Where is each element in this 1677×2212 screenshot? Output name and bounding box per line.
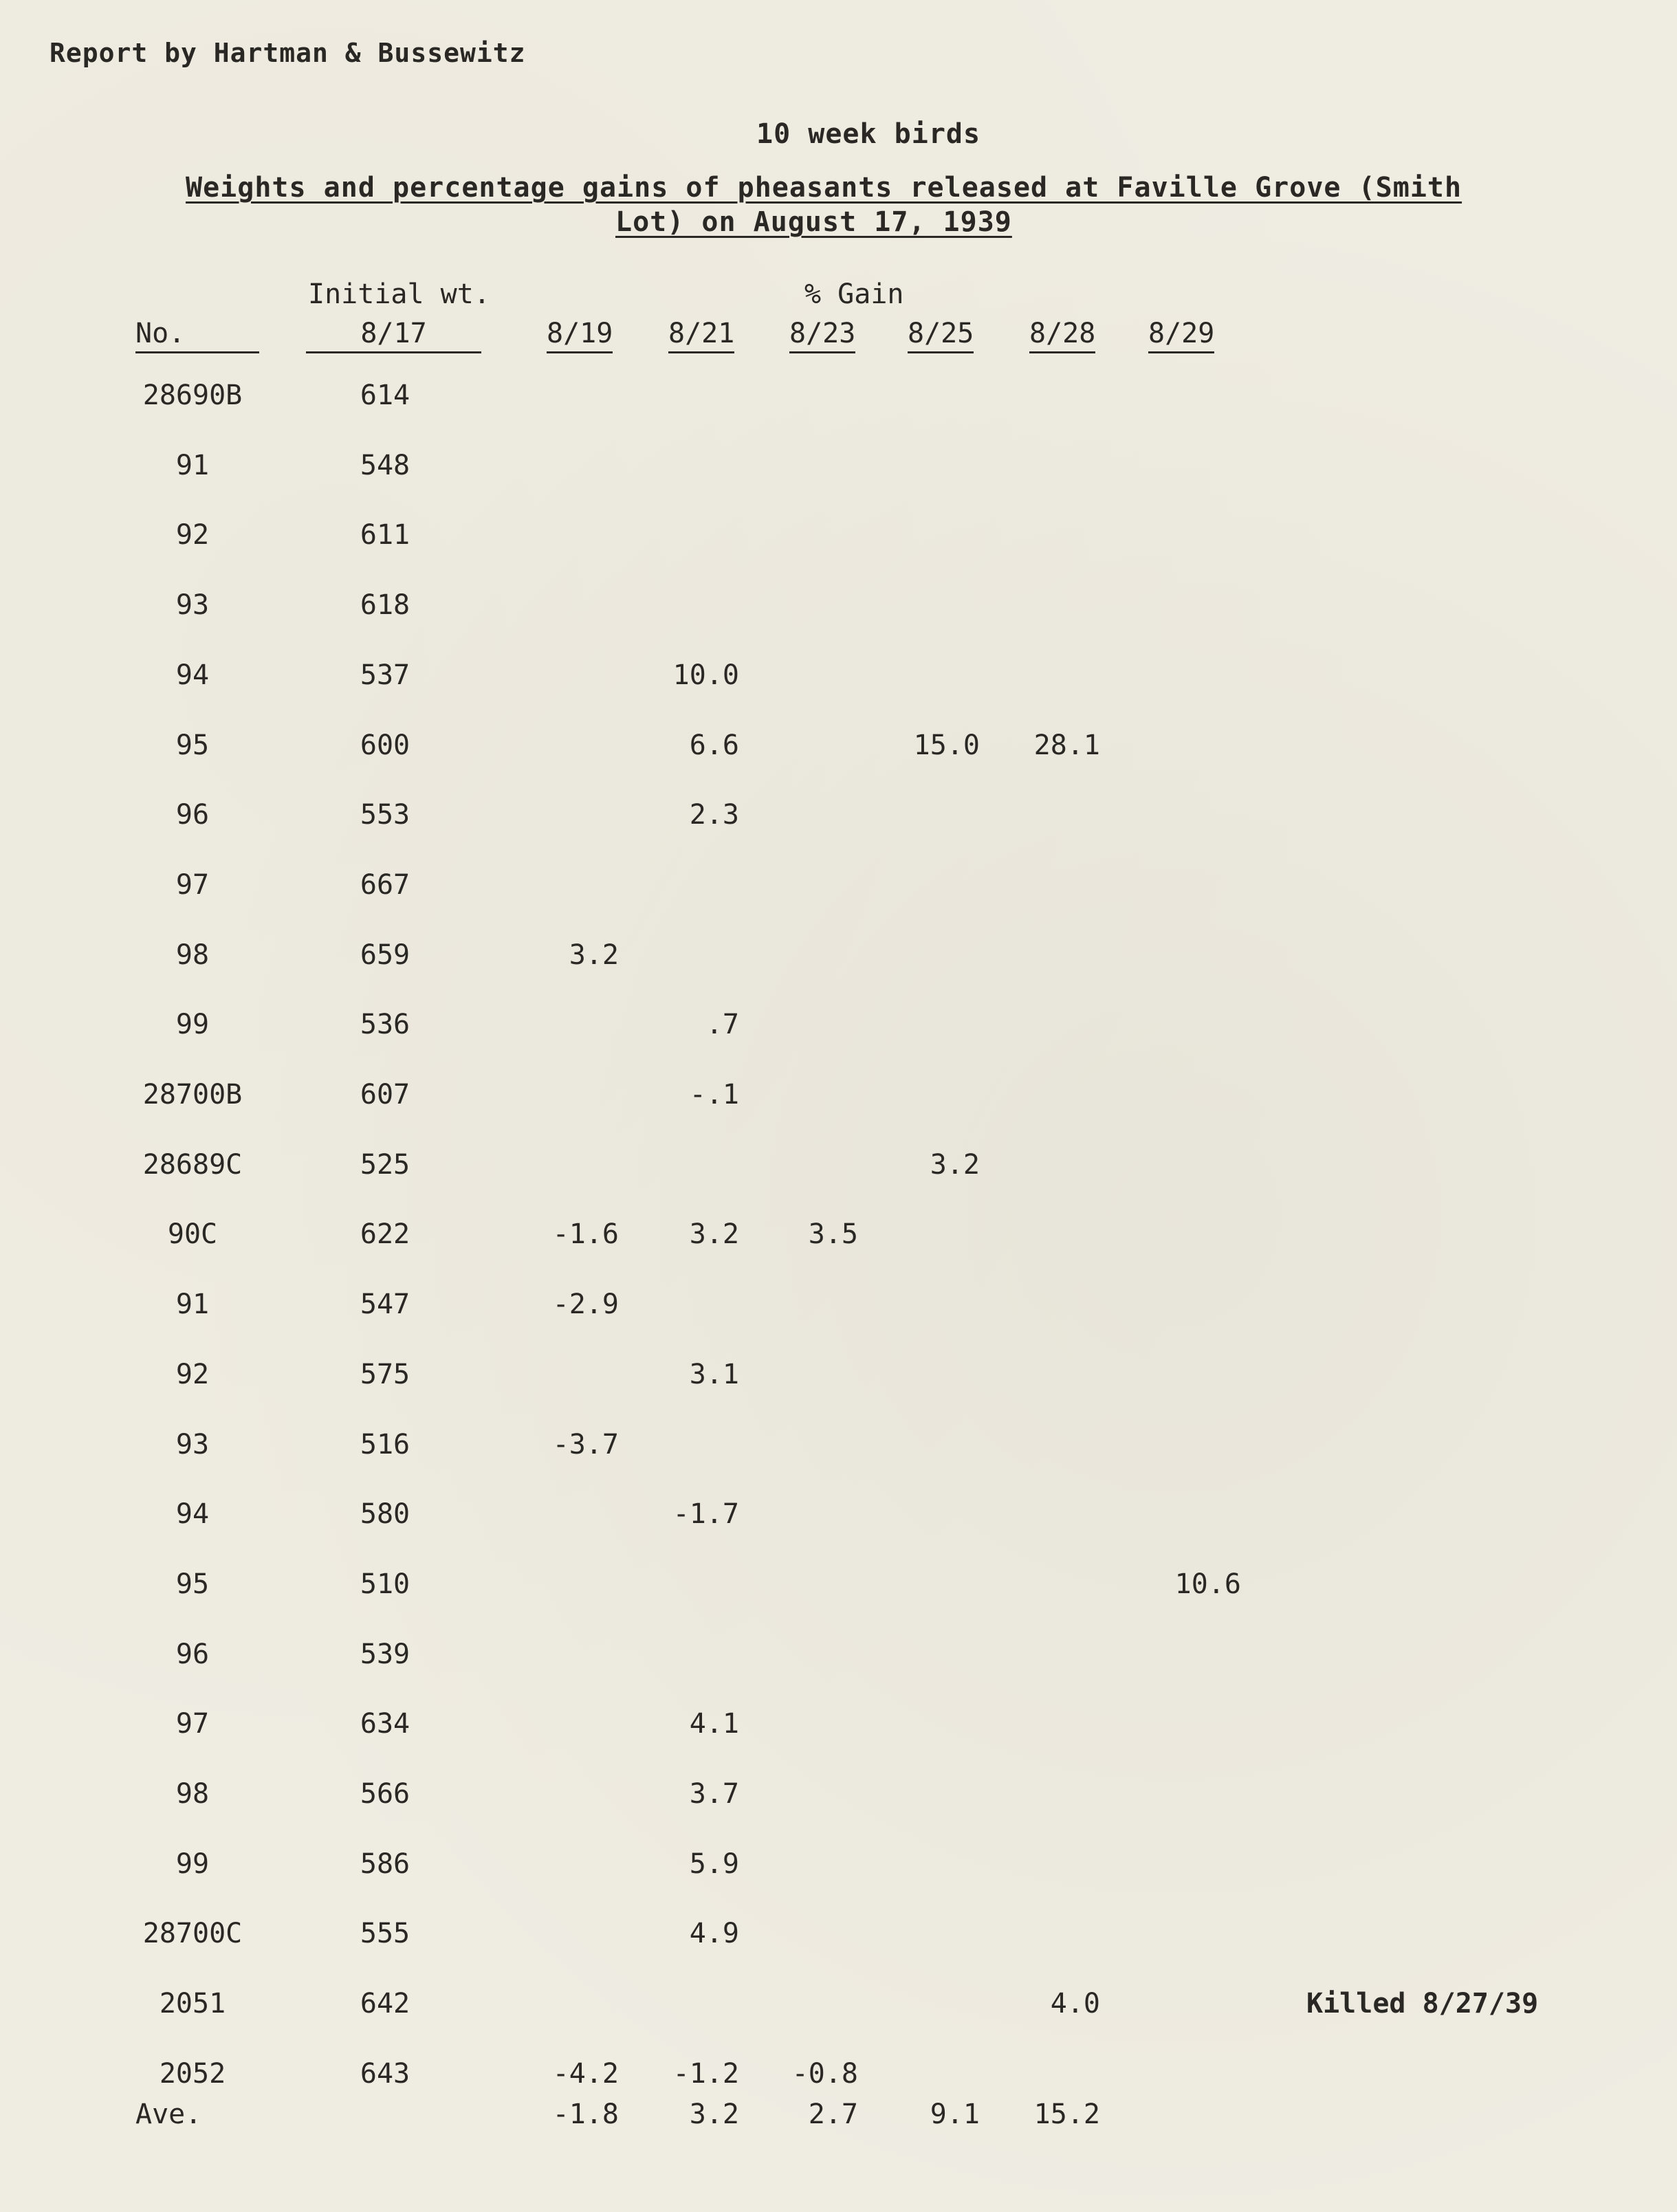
gain-cell: 4.1 — [689, 1708, 739, 1740]
table-row — [0, 1291, 1677, 1332]
initial-weight: 537 — [360, 659, 410, 691]
initial-weight: 643 — [360, 2058, 410, 2090]
gain-cell: 6.6 — [689, 730, 739, 761]
table-row — [0, 1081, 1677, 1122]
bird-number: 95 — [175, 730, 210, 761]
bird-number: 97 — [175, 1708, 210, 1740]
initial-weight: 525 — [360, 1149, 410, 1181]
table-row — [0, 941, 1677, 983]
table-row — [0, 1990, 1677, 2031]
gain-cell: 28.1 — [1033, 730, 1100, 761]
bird-number: 98 — [175, 939, 210, 971]
bird-number: 28690B — [142, 380, 243, 411]
average-cell: 9.1 — [930, 2099, 980, 2130]
col-header-initial-date: 8/17 — [306, 320, 481, 353]
gain-cell: -1.2 — [672, 2058, 739, 2090]
gain-cell: -4.2 — [552, 2058, 619, 2090]
bird-number: 97 — [175, 869, 210, 901]
average-row — [0, 2101, 1677, 2142]
bird-number: 93 — [175, 1429, 210, 1460]
report-author-line: Report by Hartman & Bussewitz — [50, 38, 526, 68]
gain-cell: -.1 — [689, 1079, 739, 1110]
table-row — [0, 1011, 1677, 1052]
bird-number: 93 — [175, 589, 210, 621]
table-row — [0, 801, 1677, 842]
table-row — [0, 1570, 1677, 1612]
bird-number: 91 — [175, 450, 210, 481]
initial-weight: 634 — [360, 1708, 410, 1740]
bird-number: 94 — [175, 659, 210, 691]
bird-number: 28700B — [142, 1079, 243, 1110]
title-line-2: Lot) on August 17, 1939 — [615, 206, 1012, 238]
gain-cell: 3.2 — [569, 939, 619, 971]
initial-weight: 553 — [360, 799, 410, 831]
table-row — [0, 1361, 1677, 1402]
title-line-1: Weights and percentage gains of pheasants released at Faville Grove (Smith — [186, 172, 1462, 204]
bird-number: 96 — [175, 1639, 210, 1670]
gain-cell: -1.7 — [672, 1498, 739, 1530]
col-header-date-5: 8/28 — [1029, 320, 1095, 353]
table-row — [0, 1780, 1677, 1821]
gain-cell: 2.3 — [689, 799, 739, 831]
gain-cell: 3.1 — [689, 1359, 739, 1390]
bird-number: 99 — [175, 1848, 210, 1880]
initial-weight: 667 — [360, 869, 410, 901]
average-label: Ave. — [135, 2099, 202, 2130]
initial-weight: 539 — [360, 1639, 410, 1670]
bird-number: 28700C — [142, 1918, 243, 1949]
initial-weight: 555 — [360, 1918, 410, 1949]
initial-weight: 547 — [360, 1289, 410, 1320]
average-cell: 15.2 — [1033, 2099, 1100, 2130]
initial-weight: 618 — [360, 589, 410, 621]
table-row — [0, 1431, 1677, 1472]
initial-weight: 586 — [360, 1848, 410, 1880]
bird-number: 92 — [175, 1359, 210, 1390]
initial-weight: 659 — [360, 939, 410, 971]
table-row — [0, 521, 1677, 562]
bird-number: 28689C — [142, 1149, 243, 1181]
col-header-date-3: 8/23 — [789, 320, 855, 353]
gain-cell: 3.7 — [689, 1778, 739, 1810]
bird-number: 96 — [175, 799, 210, 831]
bird-number: 98 — [175, 1778, 210, 1810]
bird-number: 90C — [167, 1218, 218, 1250]
gain-cell: 10.0 — [672, 659, 739, 691]
col-header-gain-group: % Gain — [804, 278, 904, 310]
col-header-initial-top: Initial wt. — [308, 278, 490, 310]
initial-weight: 600 — [360, 730, 410, 761]
gain-cell: 5.9 — [689, 1848, 739, 1880]
initial-weight: 642 — [360, 1988, 410, 2019]
gain-cell: 15.0 — [913, 730, 980, 761]
bird-number: 91 — [175, 1289, 210, 1320]
table-row — [0, 732, 1677, 773]
bird-number: 94 — [175, 1498, 210, 1530]
table-row — [0, 2060, 1677, 2101]
col-header-date-2: 8/21 — [668, 320, 734, 353]
col-header-date-6: 8/29 — [1148, 320, 1214, 353]
gain-cell: -0.8 — [791, 2058, 858, 2090]
subtitle: 10 week birds — [756, 118, 981, 150]
initial-weight: 510 — [360, 1568, 410, 1600]
table-row — [0, 591, 1677, 633]
table-row — [0, 871, 1677, 912]
table-row — [0, 1920, 1677, 1961]
bird-number: 2052 — [159, 2058, 226, 2090]
table-row — [0, 661, 1677, 703]
table-row — [0, 1850, 1677, 1892]
col-header-date-4: 8/25 — [908, 320, 974, 353]
average-cell: 3.2 — [689, 2099, 739, 2130]
initial-weight: 611 — [360, 519, 410, 551]
bird-number: 2051 — [159, 1988, 226, 2019]
gain-cell: .7 — [705, 1009, 739, 1040]
initial-weight: 536 — [360, 1009, 410, 1040]
initial-weight: 614 — [360, 380, 410, 411]
initial-weight: 548 — [360, 450, 410, 481]
initial-weight: 566 — [360, 1778, 410, 1810]
initial-weight: 607 — [360, 1079, 410, 1110]
row-note: Killed 8/27/39 — [1306, 1988, 1539, 2019]
col-header-no: No. — [135, 320, 259, 353]
bird-number: 92 — [175, 519, 210, 551]
gain-cell: 4.9 — [689, 1918, 739, 1949]
initial-weight: 575 — [360, 1359, 410, 1390]
bird-number: 99 — [175, 1009, 210, 1040]
table-row — [0, 1500, 1677, 1542]
table-row — [0, 1151, 1677, 1192]
table-row — [0, 1641, 1677, 1682]
initial-weight: 516 — [360, 1429, 410, 1460]
table-row — [0, 382, 1677, 423]
average-cell: -1.8 — [552, 2099, 619, 2130]
gain-cell: -2.9 — [552, 1289, 619, 1320]
bird-number: 95 — [175, 1568, 210, 1600]
gain-cell: 3.2 — [930, 1149, 980, 1181]
average-cell: 2.7 — [808, 2099, 858, 2130]
gain-cell: 4.0 — [1050, 1988, 1100, 2019]
gain-cell: -3.7 — [552, 1429, 619, 1460]
table-row — [0, 452, 1677, 493]
table-row — [0, 1710, 1677, 1751]
gain-cell: 10.6 — [1174, 1568, 1241, 1600]
initial-weight: 622 — [360, 1218, 410, 1250]
gain-cell: 3.5 — [808, 1218, 858, 1250]
table-row — [0, 1220, 1677, 1262]
initial-weight: 580 — [360, 1498, 410, 1530]
col-header-date-1: 8/19 — [547, 320, 613, 353]
gain-cell: -1.6 — [552, 1218, 619, 1250]
gain-cell: 3.2 — [689, 1218, 739, 1250]
